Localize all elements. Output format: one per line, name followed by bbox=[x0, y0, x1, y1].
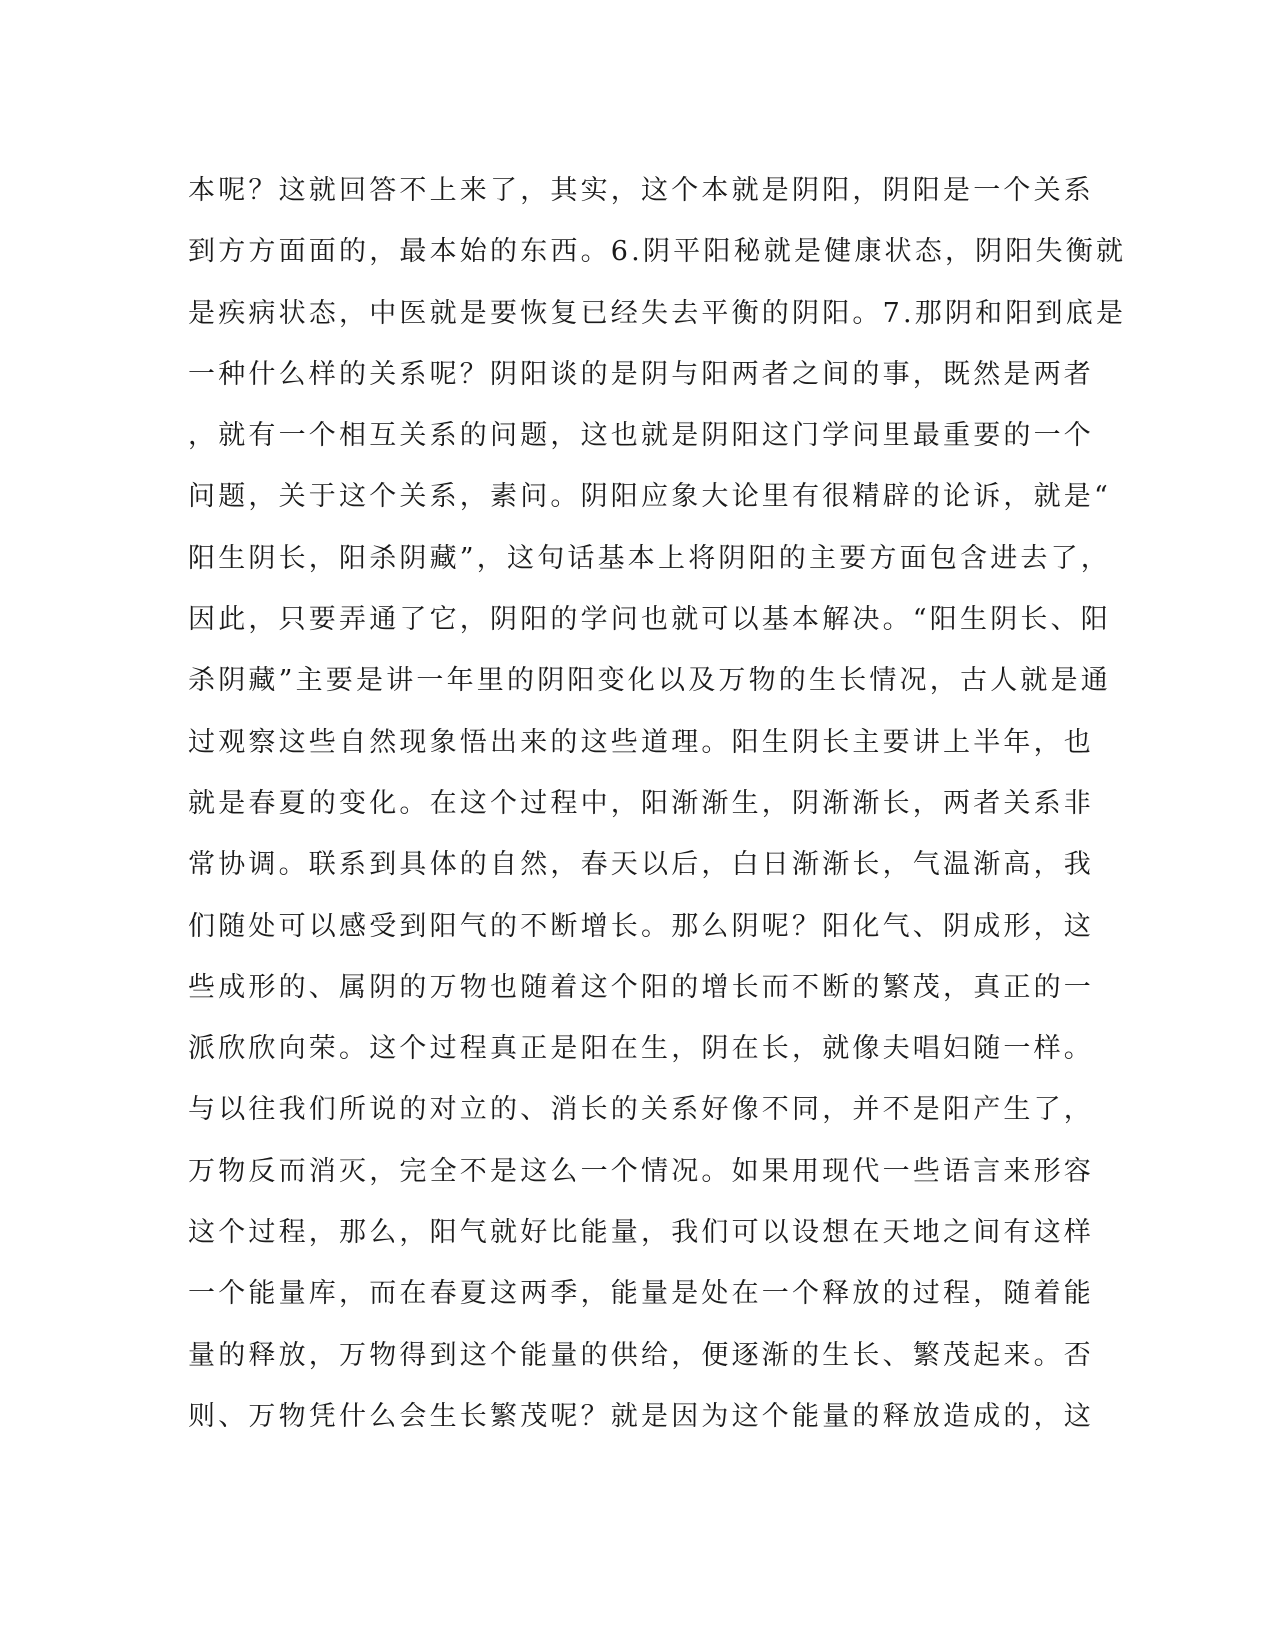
text-line: 一个能量库，而在春夏这两季，能量是处在一个释放的过程，随着能 bbox=[188, 1278, 1094, 1310]
text-line: ，就有一个相互关系的问题，这也就是阴阳这门学问里最重要的一个 bbox=[188, 420, 1094, 452]
text-line: 些成形的、属阴的万物也随着这个阳的增长而不断的繁茂，真正的一 bbox=[188, 971, 1094, 1003]
text-line: 因此，只要弄通了它，阴阳的学问也就可以基本解决。“阳生阴长、阳 bbox=[188, 604, 1112, 636]
text-line: 派欣欣向荣。这个过程真正是阳在生，阴在长，就像夫唱妇随一样。 bbox=[188, 1033, 1094, 1065]
text-line: 就是春夏的变化。在这个过程中，阳渐渐生，阴渐渐长，两者关系非 bbox=[188, 787, 1094, 819]
text-line: 量的释放，万物得到这个能量的供给，便逐渐的生长、繁茂起来。否 bbox=[188, 1339, 1094, 1371]
text-line: 常协调。联系到具体的自然，春天以后，白日渐渐长，气温渐高，我 bbox=[188, 849, 1094, 881]
text-line: 过观察这些自然现象悟出来的这些道理。阳生阴长主要讲上半年，也 bbox=[188, 726, 1094, 758]
text-line: 杀阴藏”主要是讲一年里的阴阳变化以及万物的生长情况，古人就是通 bbox=[188, 665, 1112, 697]
text-line: 阳生阴长，阳杀阴藏”，这句话基本上将阴阳的主要方面包含进去了， bbox=[188, 542, 1112, 574]
text-line: 万物反而消灭，完全不是这么一个情况。如果用现代一些语言来形容 bbox=[188, 1155, 1094, 1187]
text-line: 则、万物凭什么会生长繁茂呢？就是因为这个能量的释放造成的，这 bbox=[188, 1400, 1094, 1432]
text-line: 本呢？这就回答不上来了，其实，这个本就是阴阳，阴阳是一个关系 bbox=[188, 175, 1094, 206]
text-line: 是疾病状态，中医就是要恢复已经失去平衡的阴阳。7.那阴和阳到底是 bbox=[188, 297, 1127, 329]
text-line: 到方方面面的，最本始的东西。6.阴平阳秘就是健康状态，阴阳失衡就 bbox=[188, 236, 1127, 268]
text-line: 一种什么样的关系呢？阴阳谈的是阴与阳两者之间的事，既然是两者 bbox=[188, 358, 1094, 390]
text-line: 问题，关于这个关系，素问。阴阳应象大论里有很精辟的论诉，就是“ bbox=[188, 481, 1112, 513]
text-line: 们随处可以感受到阳气的不断增长。那么阴呢？阳化气、阴成形，这 bbox=[188, 910, 1094, 942]
text-line: 这个过程，那么，阳气就好比能量，我们可以设想在天地之间有这样 bbox=[188, 1217, 1094, 1249]
body-text bbox=[188, 160, 1127, 1447]
text-line: 与以往我们所说的对立的、消长的关系好像不同，并不是阳产生了， bbox=[188, 1094, 1094, 1126]
